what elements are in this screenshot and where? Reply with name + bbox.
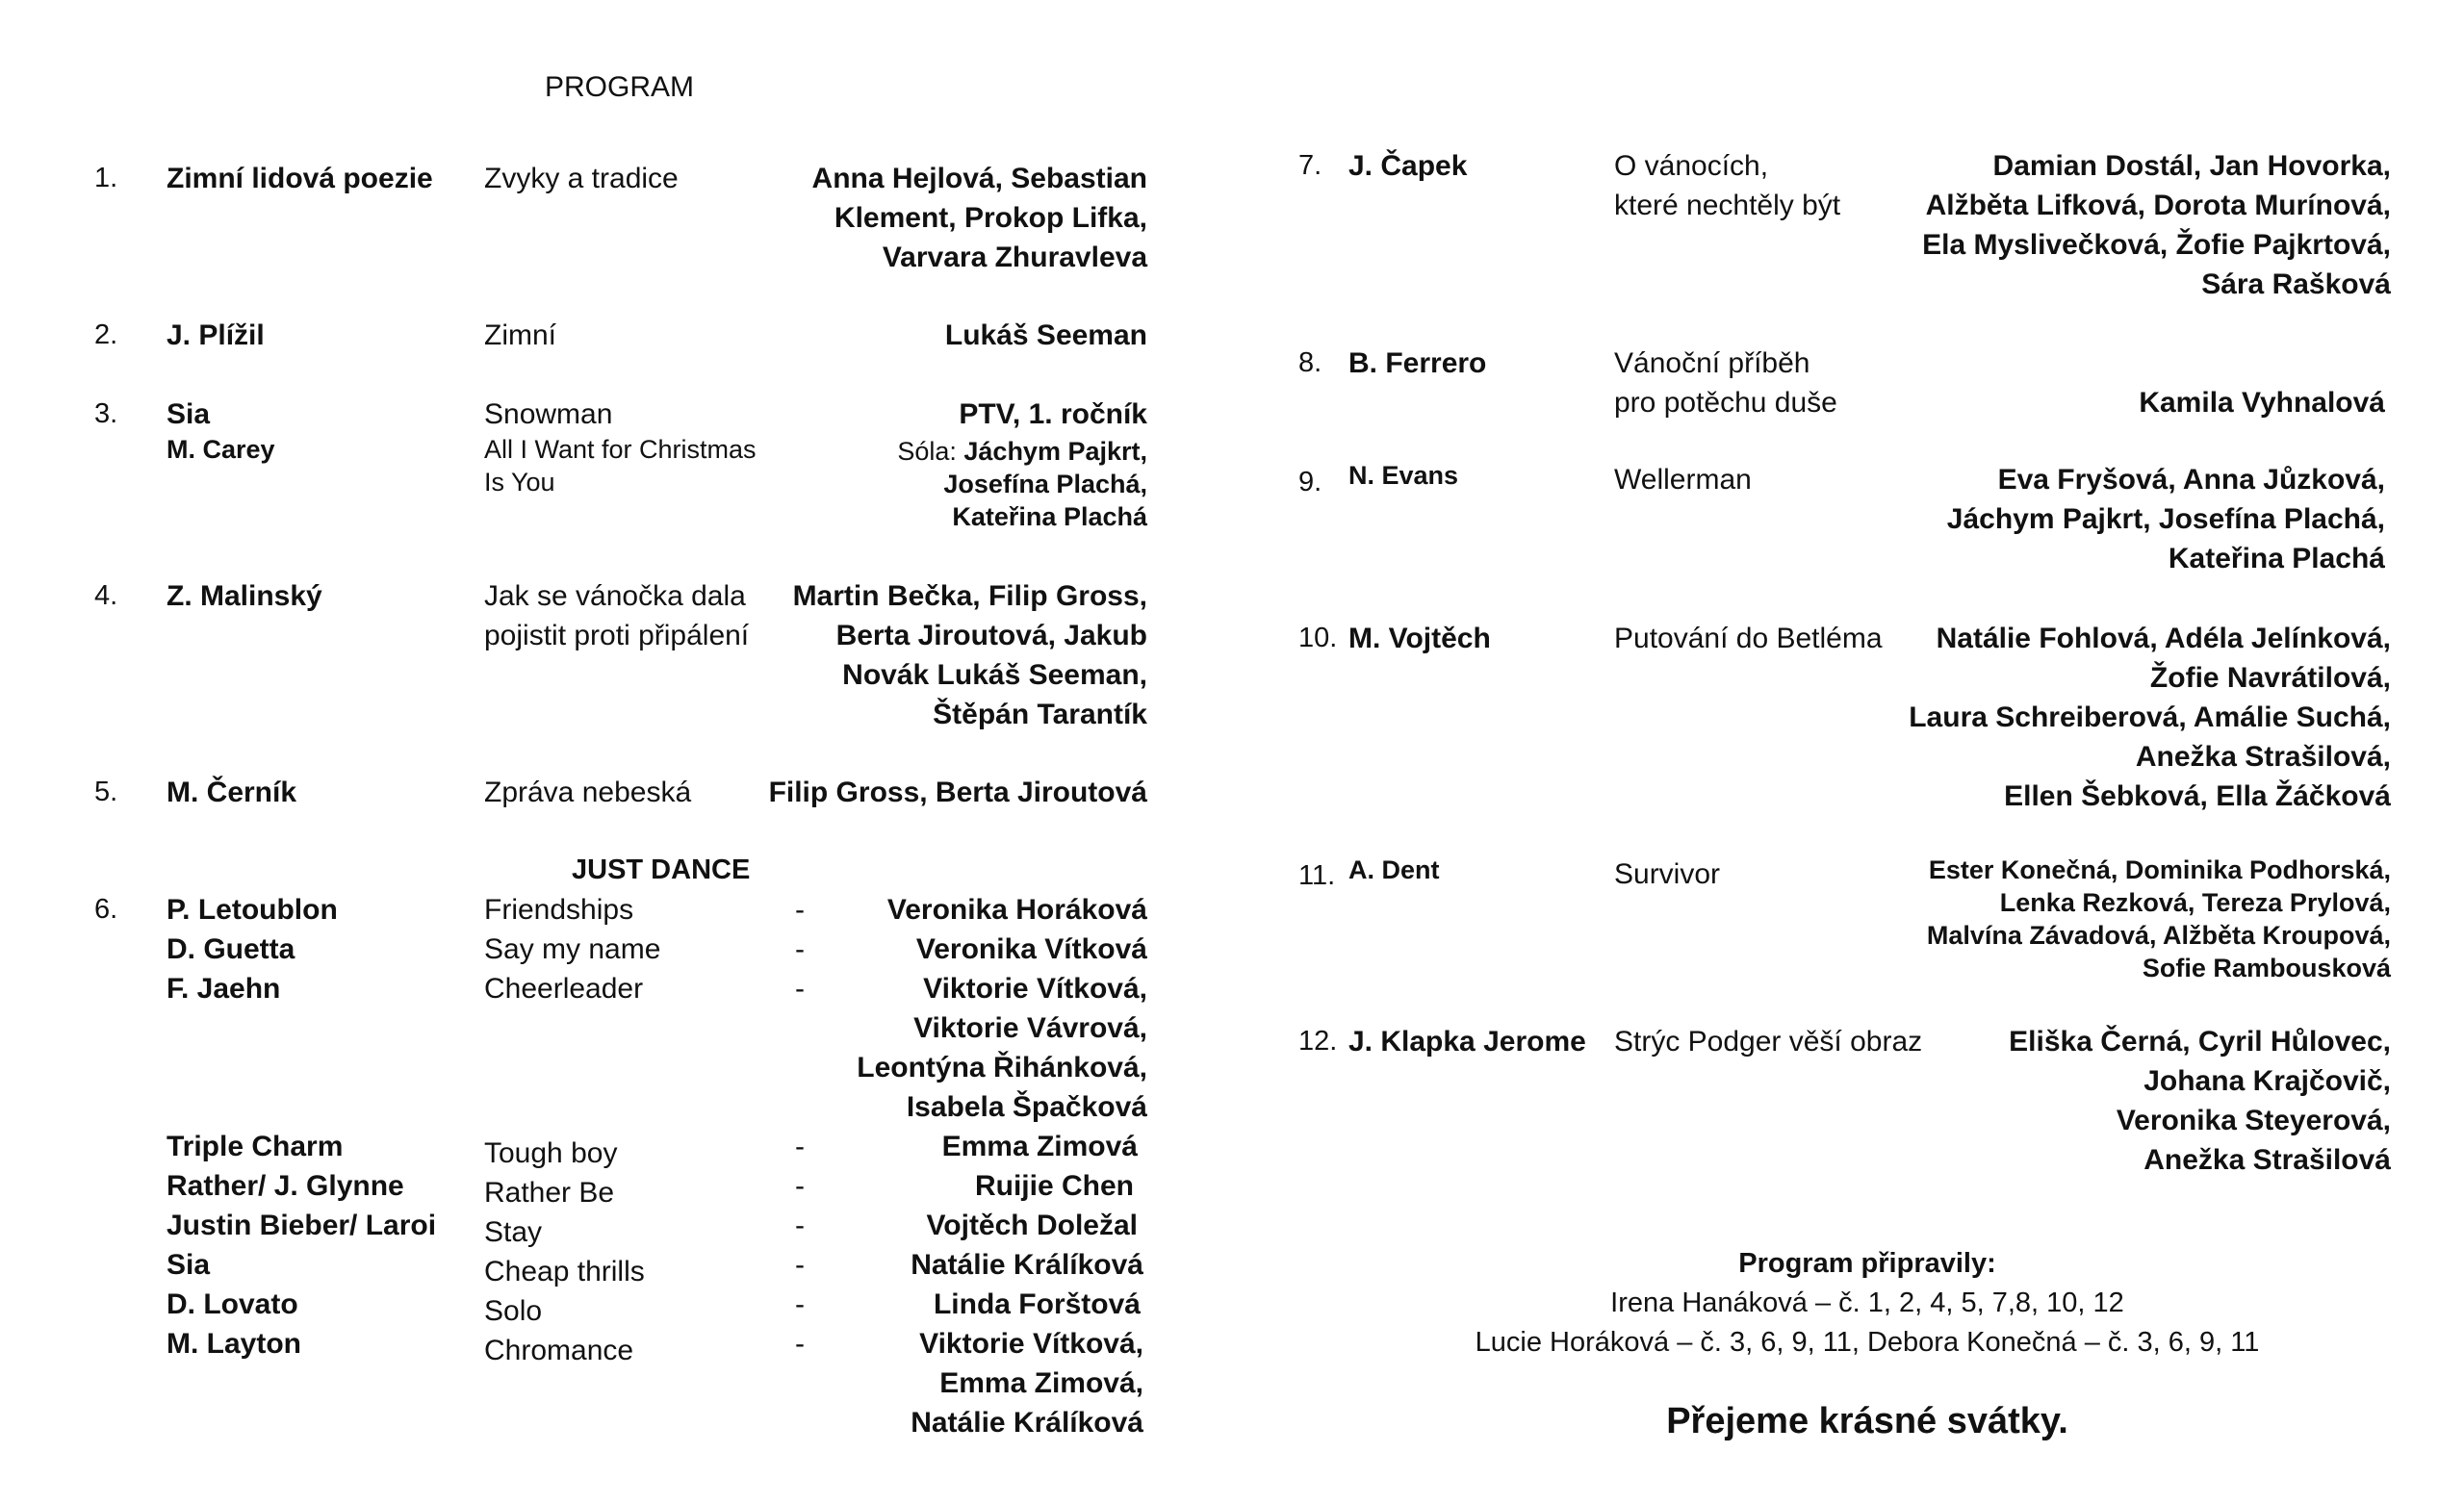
solo-performers	[897, 435, 1147, 533]
item-number: 11.	[1298, 860, 1336, 891]
composer: P. Letoublon	[167, 894, 338, 926]
dash-separator: -	[795, 1131, 805, 1162]
performer-line: Anna Hejlová, Sebastian	[811, 163, 1147, 194]
performer-line: Anežka Strašilová,	[2135, 741, 2391, 773]
composer: Zimní lidová poezie	[167, 163, 433, 194]
item-number: 1.	[94, 163, 118, 193]
piece-title: Solo	[484, 1295, 543, 1327]
performer-line: Damian Dostál, Jan Hovorka,	[1992, 150, 2391, 182]
performer-line: Berta Jiroutová, Jakub	[835, 620, 1147, 651]
performers: Vojtěch Doležal	[926, 1210, 1138, 1241]
performers	[1909, 619, 2391, 816]
performer-line: Martin Bečka, Filip Gross,	[792, 580, 1147, 612]
performer-line: Natálie Fohlová, Adéla Jelínková,	[1936, 623, 2391, 654]
performer-line: Anežka Strašilová	[2143, 1144, 2391, 1176]
piece-title	[484, 576, 749, 655]
dash-separator: -	[795, 1249, 805, 1281]
performers: Natálie Králíková	[911, 1249, 1143, 1281]
composer: J. Klapka Jerome	[1348, 1026, 1586, 1058]
performers: Veronika Vítková	[915, 933, 1147, 965]
piece-title: Wellerman	[1614, 464, 1752, 496]
piece-title: Say my name	[484, 933, 661, 965]
credits-heading: Program připravily:	[1738, 1248, 1996, 1279]
performer-line: Isabela Špačková	[906, 1091, 1147, 1123]
performer-line: Leontýna Řihánková,	[857, 1052, 1147, 1083]
dash-separator: -	[795, 1170, 805, 1202]
performer-line: Štěpán Tarantík	[933, 699, 1147, 730]
performer-line: Eva Fryšová, Anna Jůzková,	[1997, 464, 2385, 496]
composer: Rather/ J. Glynne	[167, 1170, 404, 1202]
dash-separator: -	[795, 973, 805, 1005]
composer: J. Čapek	[1348, 150, 1468, 182]
credits-line: Lucie Horáková – č. 3, 6, 9, 11, Debora Konečná – č. 3, 6, 9, 11	[1475, 1327, 2260, 1358]
performers	[812, 159, 1147, 277]
performers	[2009, 1022, 2391, 1180]
title-line: All I Want for Christmas	[484, 435, 757, 464]
piece-title: Friendships	[484, 894, 634, 926]
solo-label: Sóla:	[897, 437, 957, 466]
page-heading: PROGRAM	[545, 71, 695, 103]
item-number: 4.	[94, 580, 118, 611]
composer: M. Layton	[167, 1328, 301, 1360]
performers	[857, 969, 1147, 1127]
performers: Emma Zimová	[941, 1131, 1138, 1162]
title-line: Is You	[484, 468, 555, 497]
performers: Filip Gross, Berta Jiroutová	[768, 777, 1147, 808]
performer-line: Klement, Prokop Lifka,	[834, 202, 1147, 234]
performers: Lukáš Seeman	[944, 319, 1147, 351]
piece-title: Tough boy	[484, 1137, 618, 1169]
piece-title: Cheap thrills	[484, 1256, 645, 1287]
composer: N. Evans	[1348, 461, 1459, 490]
composer: Triple Charm	[167, 1131, 344, 1162]
performer-line: Veronika Steyerová,	[2116, 1105, 2391, 1136]
item-number: 3.	[94, 398, 118, 429]
piece-title: Zvyky a tradice	[484, 163, 679, 194]
piece-title: Zpráva nebeská	[484, 777, 692, 808]
piece-title: Cheerleader	[484, 973, 644, 1005]
performers	[793, 576, 1147, 734]
performers	[1927, 854, 2391, 984]
title-line: které nechtěly být	[1614, 190, 1841, 221]
composer: M. Vojtěch	[1348, 623, 1491, 654]
item-number: 6.	[94, 894, 118, 925]
dash-separator: -	[795, 894, 805, 926]
performer-line: Jáchym Pajkrt, Josefína Plachá,	[1946, 503, 2385, 535]
composer: Z. Malinský	[167, 580, 322, 612]
item-number: 9.	[1298, 467, 1322, 497]
item-number: 2.	[94, 319, 118, 350]
title-line: Vánoční příběh	[1614, 347, 1810, 379]
dash-separator: -	[795, 933, 805, 965]
title-line: Jak se vánočka dala	[484, 580, 746, 612]
performer-line: Ellen Šebková, Ella Žáčková	[2004, 780, 2391, 812]
performer-line: Emma Zimová,	[939, 1367, 1143, 1399]
performer-line: Varvara Zhuravleva	[882, 242, 1147, 273]
performer-line: Ela Myslivečková, Žofie Pajkrtová,	[1922, 229, 2391, 261]
performer-line: Natálie Králíková	[911, 1407, 1143, 1439]
performer-line: Viktorie Vávrová,	[913, 1012, 1147, 1044]
performer-line: Eliška Černá, Cyril Hůlovec,	[2009, 1026, 2391, 1058]
composer: Sia	[167, 398, 211, 430]
performer-line: Žofie Navrátilová,	[2149, 662, 2391, 694]
item-number: 12.	[1298, 1026, 1338, 1057]
piece-title: Putování do Betléma	[1614, 623, 1883, 654]
performers	[911, 1324, 1143, 1442]
closing-greeting: Přejeme krásné svátky.	[1666, 1401, 2068, 1441]
title-line: pro potěchu duše	[1614, 387, 1837, 419]
composer: A. Dent	[1348, 855, 1440, 884]
piece-title: Zimní	[484, 319, 556, 351]
composer: B. Ferrero	[1348, 347, 1487, 379]
section-heading: JUST DANCE	[572, 854, 751, 885]
composer: M. Carey	[167, 435, 275, 464]
performer-line: Sára Rašková	[2201, 268, 2391, 300]
composer: D. Lovato	[167, 1288, 298, 1320]
performer-line: Johana Krajčovič,	[2143, 1065, 2391, 1097]
title-line: O vánocích,	[1614, 150, 1769, 182]
item-number: 7.	[1298, 150, 1322, 181]
performer-line: Kateřina Plachá	[952, 502, 1147, 531]
composer: D. Guetta	[167, 933, 295, 965]
piece-title	[1614, 344, 1837, 422]
dash-separator: -	[795, 1288, 805, 1320]
composer: Sia	[167, 1249, 211, 1281]
piece-title: Rather Be	[484, 1177, 615, 1209]
performer-line: Ester Konečná, Dominika Podhorská,	[1928, 855, 2391, 884]
performer-line: Novák Lukáš Seeman,	[842, 659, 1147, 691]
performers-group: PTV, 1. ročník	[959, 398, 1147, 430]
item-number: 5.	[94, 777, 118, 807]
piece-title	[484, 433, 757, 498]
piece-title: Chromance	[484, 1335, 634, 1366]
piece-title: Survivor	[1614, 858, 1721, 890]
dash-separator: -	[795, 1328, 805, 1360]
item-number: 8.	[1298, 347, 1322, 378]
performers: Kamila Vyhnalová	[2139, 387, 2385, 419]
performer-line: Kateřina Plachá	[2168, 543, 2385, 574]
performer-line: Jáchym Pajkrt,	[963, 437, 1147, 466]
item-number: 10.	[1298, 623, 1338, 653]
dash-separator: -	[795, 1210, 805, 1241]
performer-line: Viktorie Vítková,	[923, 973, 1147, 1005]
performers	[1947, 460, 2385, 578]
piece-title: Stay	[484, 1216, 543, 1248]
credits	[1424, 1244, 2310, 1363]
composer: F. Jaehn	[167, 973, 281, 1005]
performers: Ruijie Chen	[974, 1170, 1134, 1202]
performer-line: Viktorie Vítková,	[919, 1328, 1143, 1360]
performer-line: Sofie Rambousková	[2142, 954, 2391, 982]
piece-title: Strýc Podger věší obraz	[1614, 1026, 1923, 1058]
performers	[1922, 146, 2391, 304]
performers: Linda Forštová	[933, 1288, 1141, 1320]
piece-title	[1614, 146, 1840, 225]
piece-title: Snowman	[484, 398, 613, 430]
performer-line: Laura Schreiberová, Amálie Suchá,	[1909, 701, 2391, 733]
title-line: pojistit proti připálení	[484, 620, 750, 651]
credits-line: Irena Hanáková – č. 1, 2, 4, 5, 7,8, 10, 12	[1610, 1287, 2124, 1318]
performer-line: Lenka Rezková, Tereza Prylová,	[1999, 888, 2391, 917]
composer: J. Plížil	[167, 319, 265, 351]
performer-line: Alžběta Lifková, Dorota Murínová,	[1925, 190, 2391, 221]
performer-line: Malvína Závadová, Alžběta Kroupová,	[1926, 921, 2391, 950]
performer-line: Josefína Plachá,	[943, 470, 1147, 498]
composer: M. Černík	[167, 777, 297, 808]
performers: Veronika Horáková	[886, 894, 1147, 926]
composer: Justin Bieber/ Laroi	[167, 1210, 437, 1241]
